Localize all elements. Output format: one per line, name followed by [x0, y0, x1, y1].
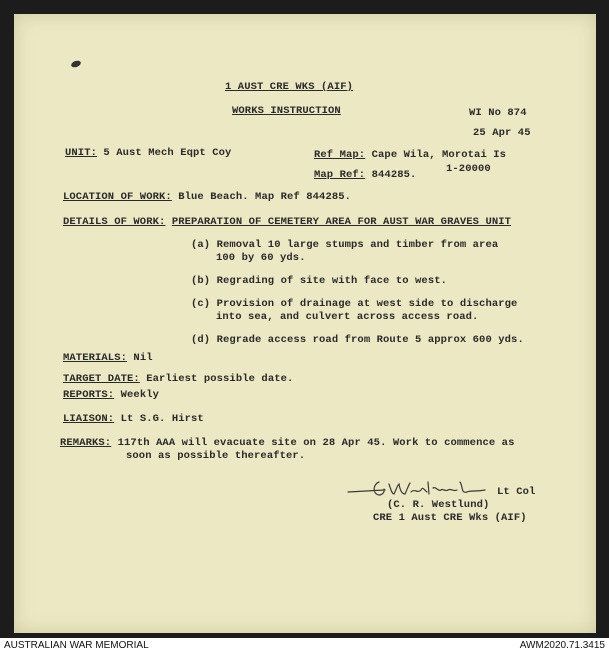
unit-field: [65, 147, 231, 159]
map-ref-label: Map Ref:: [314, 169, 366, 181]
materials-label: MATERIALS:: [63, 352, 128, 364]
footer-left: AUSTRALIAN WAR MEMORIAL: [4, 640, 149, 651]
unit-title: 1 AUST CRE WKS (AIF): [225, 81, 354, 93]
ref-map-value: Cape Wila, Morotai Is: [371, 149, 507, 161]
detail-item-d-line1: (d) Regrade access road from Route 5 approx 600 yds.: [191, 334, 524, 346]
map-ref-value: 844285.: [371, 169, 417, 181]
location-field: [63, 191, 351, 203]
handwritten-signature: [345, 478, 490, 500]
doc-title: WORKS INSTRUCTION: [232, 105, 341, 117]
liaison-label: LIAISON:: [63, 413, 115, 425]
location-value: Blue Beach. Map Ref 844285.: [178, 191, 352, 203]
unit-label: UNIT:: [65, 147, 98, 159]
reports-field: [63, 389, 159, 401]
footer-right: AWM2020.71.3415: [519, 640, 605, 651]
remarks-line1: 117th AAA will evacuate site on 28 Apr 45. Work to commence as: [117, 437, 515, 449]
details-field: [63, 216, 511, 228]
signature-name: (C. R. Westlund): [387, 499, 490, 511]
liaison-field: [63, 413, 204, 425]
doc-date: 25 Apr 45: [473, 127, 531, 139]
detail-item-c-line1: (c) Provision of drainage at west side to discharge: [191, 298, 518, 310]
unit-value: 5 Aust Mech Eqpt Coy: [103, 147, 232, 159]
detail-item-c-line2: into sea, and culvert across access road.: [216, 311, 479, 323]
map-ref-field: [314, 169, 416, 181]
reports-value: Weekly: [120, 389, 160, 401]
remarks-label: REMARKS:: [60, 437, 112, 449]
materials-field: [63, 352, 153, 364]
signature-title: CRE 1 Aust CRE Wks (AIF): [373, 512, 527, 524]
liaison-value: Lt S.G. Hirst: [120, 413, 204, 425]
target-date-field: [63, 373, 293, 385]
details-label: DETAILS OF WORK:: [63, 216, 166, 228]
signature-rank: Lt Col: [497, 486, 536, 498]
location-label: LOCATION OF WORK:: [63, 191, 172, 203]
ref-map-label: Ref Map:: [314, 149, 366, 161]
footer-bar: [0, 638, 609, 653]
wi-number: WI No 874: [469, 107, 527, 119]
ref-map-field: [314, 149, 506, 161]
detail-item-a-line1: (a) Removal 10 large stumps and timber from area: [191, 239, 499, 251]
materials-value: Nil: [133, 352, 153, 364]
remarks-field: [60, 437, 515, 449]
target-value: Earliest possible date.: [146, 373, 294, 385]
remarks-line2: soon as possible thereafter.: [126, 450, 306, 462]
detail-item-a-line2: 100 by 60 yds.: [216, 252, 306, 264]
reports-label: REPORTS:: [63, 389, 115, 401]
detail-item-b-line1: (b) Regrading of site with face to west.: [191, 275, 448, 287]
target-label: TARGET DATE:: [63, 373, 140, 385]
details-value: PREPARATION OF CEMETERY AREA FOR AUST WAR GRAVES UNIT: [171, 216, 512, 228]
ref-map-scale: 1-20000: [446, 163, 491, 175]
